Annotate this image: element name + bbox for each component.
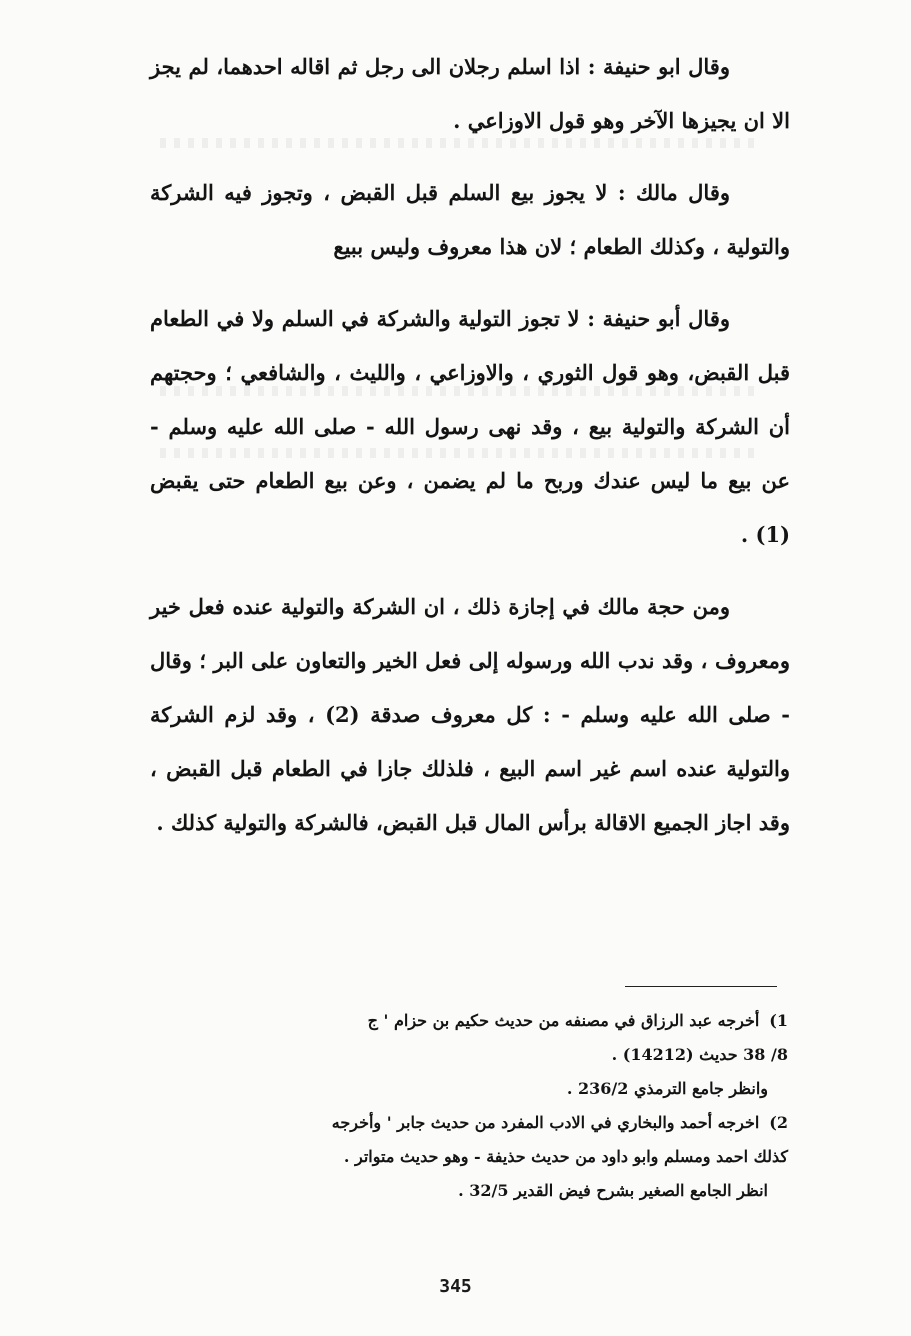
footnote-2-line: كذلك احمد ومسلم وابو داود من حديث حذيفة - وهو حديث متواتر . [343,1147,788,1166]
paragraph: وقال أبو حنيفة : لا تجوز التولية والشركة في السلم ولا في الطعام قبل القبض، وهو قول الثوري ، والاوزاعي ، والليث ، والشافعي ؛ وحجتهم أن الشركة والتولية بيع ، وقد نهى رسول الله - صلى الله عليه وسلم - عن بيع ما ليس عندك وربح ما لم يضمن ، وعن بيع الطعام حتى يقبض (1) . [150,306,790,547]
footnote-2-line: انظر الجامع الصغير بشرح فيض القدير 32/5 . [458,1181,768,1200]
footnote-separator [625,986,777,987]
footnote-number: 1) [769,1011,788,1030]
footnotes [140,1004,788,1208]
paragraph: وقال مالك : لا يجوز بيع السلم قبل القبض ، وتجوز فيه الشركة والتولية ، وكذلك الطعام ؛ لان هذا معروف وليس ببيع [150,180,790,259]
page-number: 345 [439,1276,472,1297]
main-text [150,40,790,868]
footnote-1-line: وانظر جامع الترمذي 236/2 . [566,1079,768,1098]
footnote-1-line: 8/ 38 حديث (14212) . [611,1045,788,1064]
footnote-1-line [140,1004,788,1038]
footnote-text: اخرجه أحمد والبخاري في الادب المفرد من حديث جابر ' وأخرجه [331,1113,760,1132]
footnote-text: أخرجه عبد الرزاق في مصنفه من حديث حكيم بن حزام ' ج [367,1011,760,1030]
paragraph: وقال ابو حنيفة : اذا اسلم رجلان الى رجل ثم اقاله احدهما، لم يجز الا ان يجيزها الآخر وهو قول الاوزاعي . [150,54,790,133]
footnote-2-line [140,1106,788,1140]
paragraph: ومن حجة مالك في إجازة ذلك ، ان الشركة والتولية عنده فعل خير ومعروف ، وقد ندب الله ورسوله إلى فعل الخير والتعاون على البر ؛ وقال - صلى الله عليه وسلم - : كل معروف صدقة (2) ، وقد لزم الشركة والتولية عنده اسم غير اسم البيع ، فلذلك جازا في الطعام قبل القبض ، وقد اجاز الجميع الاقالة برأس المال قبل القبض، فالشركة والتولية كذلك . [150,594,790,835]
footnote-number: 2) [769,1113,788,1132]
